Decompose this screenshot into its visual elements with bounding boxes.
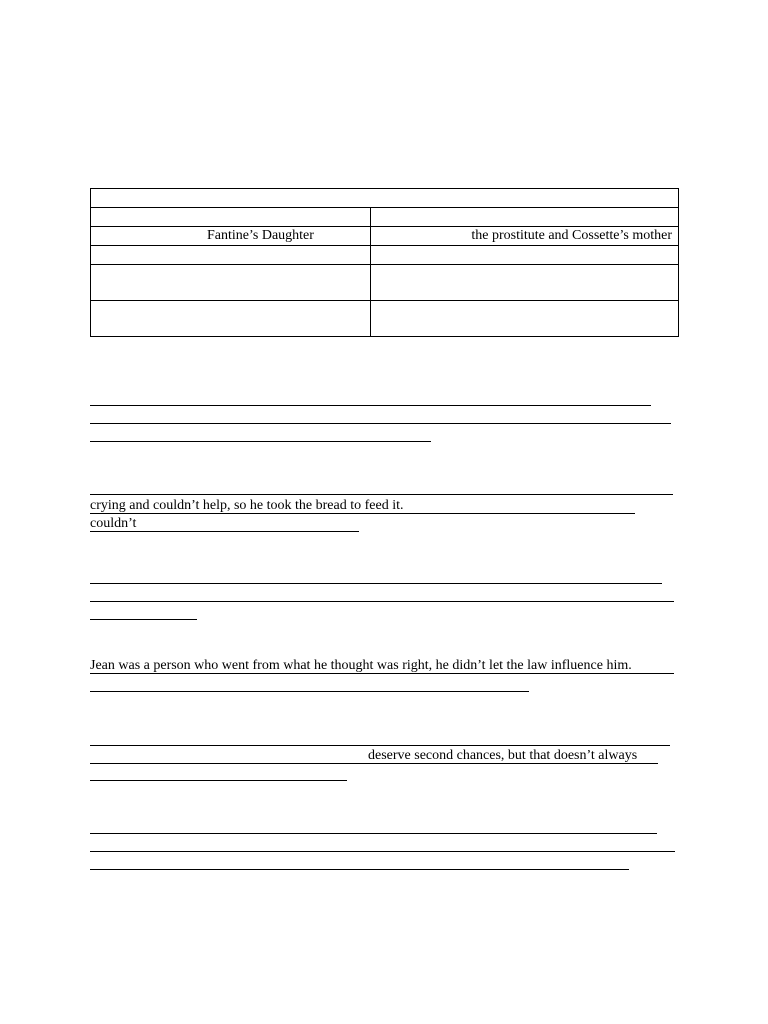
answer-line [90,869,629,870]
answer-text: deserve second chances, but that doesn’t always [368,748,638,763]
answer-text: couldn’t [90,516,137,531]
table-row [91,265,679,301]
answer-line [90,763,658,764]
answer-line [90,619,197,620]
table-cell-right [371,208,679,227]
answer-line [90,691,529,692]
table-row [91,246,679,265]
table-cell-left [91,301,371,337]
table-header-cell [91,189,679,208]
table-cell-right [371,246,679,265]
table-cell-right [371,301,679,337]
answer-line [90,583,662,584]
answer-line [90,780,347,781]
answer-line [90,494,673,495]
answer-line [90,833,657,834]
table-cell-right: the prostitute and Cossette’s mother [371,227,679,246]
character-table [90,188,679,337]
table-header-row [91,189,679,208]
table-row [91,208,679,227]
table-row [91,301,679,337]
answer-line [90,531,359,532]
table-cell-right [371,265,679,301]
table-cell-left [91,208,371,227]
answer-line [90,745,670,746]
answer-line [90,441,431,442]
answer-line [90,513,635,514]
answer-line [90,673,674,674]
answer-line [90,851,675,852]
table-cell-left [91,265,371,301]
table-cell-left [91,246,371,265]
table-cell-left: Fantine’s Daughter [91,227,371,246]
table-row [91,227,679,246]
answer-line [90,405,651,406]
answer-text: crying and couldn’t help, so he took the bread to feed it. [90,498,404,513]
answer-line [90,423,671,424]
answer-line [90,601,674,602]
answer-text: Jean was a person who went from what he thought was right, he didn’t let the law influence him. [90,658,632,673]
